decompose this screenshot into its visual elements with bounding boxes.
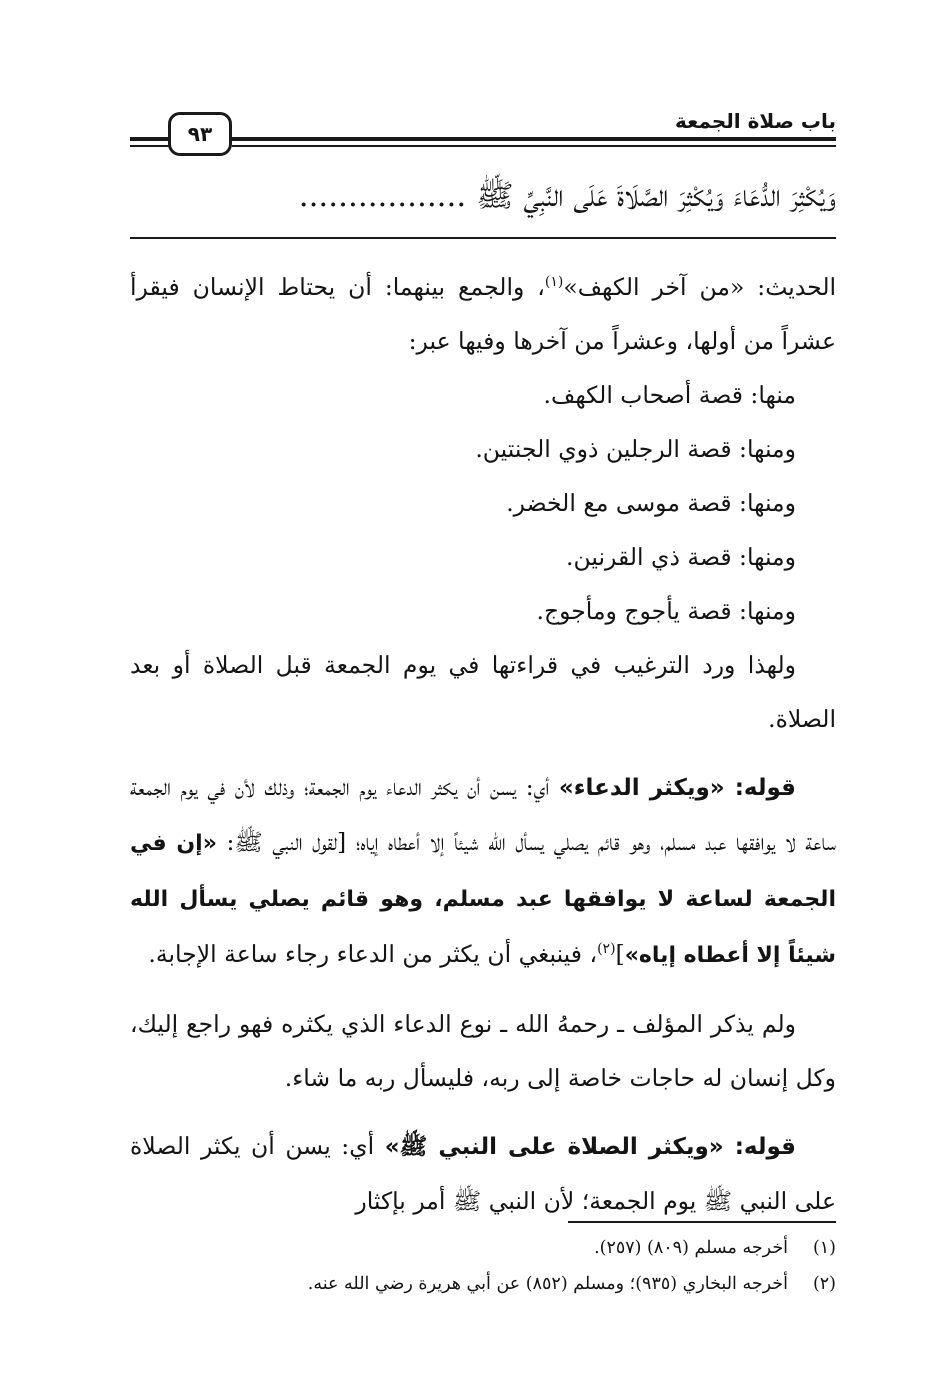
page-number-badge (168, 112, 232, 156)
matn-dots: ................. (298, 178, 467, 214)
list-item: ومنها: قصة يأجوج ومأجوج. (536, 597, 796, 625)
footnote-text: أخرجه البخاري (٩٣٥)؛ ومسلم (٨٥٢) عن أبي هريرة رضي الله عنه. (307, 1274, 788, 1294)
footnote-number: (٢) (812, 1274, 836, 1294)
header-rule-bottom-left (130, 145, 170, 147)
footnote-separator (568, 1221, 836, 1223)
commentary-body (130, 260, 836, 1228)
footnote-item (130, 1230, 836, 1266)
header-rule-bottom-right (232, 145, 836, 147)
hadith-quote: «إن في الجمعة لساعة لا يوافقها عبد مسلم، وهو قائم يصلي يسأل الله شيئاً إلا أعطاه إياه» (130, 831, 836, 968)
paragraph-targheeb: ولهذا ورد الترغيب في قراءتها في يوم الجمعة قبل الصلاة أو بعد الصلاة. (130, 651, 836, 733)
matn-line (126, 168, 836, 224)
footnote-ref-1[interactable]: (١) (544, 274, 564, 291)
lead-phrase: قوله: «ويكثر الدعاء» (558, 775, 796, 801)
matn-separator (130, 237, 836, 239)
lead-phrase: قوله: «ويكثر الصلاة على النبي ﷺ» (384, 1134, 796, 1160)
list-item: ومنها: قصة ذي القرنين. (566, 543, 796, 571)
footnote-text: أخرجه مسلم (٨٠٩) (٢٥٧). (594, 1238, 788, 1258)
paragraph-salah: قوله: «ويكثر الصلاة على النبي ﷺ» أي: يسن أن يكثر الصلاة على النبي ﷺ يوم الجمعة؛ لأن النبي ﷺ أمر بإكثار (130, 1132, 836, 1215)
header-rule-top-left (130, 137, 170, 141)
paragraph-dua: قوله: «ويكثر الدعاء» أي: يسن أن يكثر الدعاء يوم الجمعة؛ وذلك لأن في يوم الجمعة ساعة لا يوافقها عبد مسلم، وهو قائم يصلي يسأل الله شيئاً إلا أعطاه إياه؛ [لقول النبي ﷺ: «إن في الجمعة لساعة لا يوافقها عبد مسلم، وهو قائم يصلي يسأل الله شيئاً إلا أعطاه إياه»]$^{(٢)}$، فينبغي أن يكثر من الدعاء رجاء ساعة الإجابة. (130, 773, 836, 968)
list-item: منها: قصة أصحاب الكهف. (543, 381, 796, 409)
footnotes (130, 1230, 836, 1302)
footnote-number: (١) (812, 1238, 836, 1258)
footnote-item (130, 1266, 836, 1302)
page-number: ٩٣ (187, 122, 213, 146)
list-item: ومنها: قصة الرجلين ذوي الجنتين. (475, 435, 796, 463)
paragraph-author-note: ولم يذكر المؤلف ـ رحمهُ الله ـ نوع الدعاء الذي يكثره فهو راجع إليك، وكل إنسان له حاجات خاصة إلى ربه، فليسأل ربه ما شاء. (130, 1010, 836, 1092)
header-rule-top-right (232, 137, 836, 141)
footnote-ref-2[interactable]: (٢) (597, 941, 616, 958)
paragraph-kahf-intro: الحديث: «من آخر الكهف»$^{(١)}$، والجمع بينهما: أن يحتاط الإنسان فيقرأ عشراً من أولها، وعشراً من آخرها وفيها عبر: (130, 273, 837, 355)
list-item: ومنها: قصة موسى مع الخضر. (506, 489, 796, 517)
chapter-title: باب صلاة الجمعة (675, 109, 836, 133)
matn-text: وَيُكْثِرَ الدُّعَاءَ وَيُكْثِرَ الصَّلَاةَ عَلَى النَّبِيِّ ﷺ (476, 178, 836, 214)
